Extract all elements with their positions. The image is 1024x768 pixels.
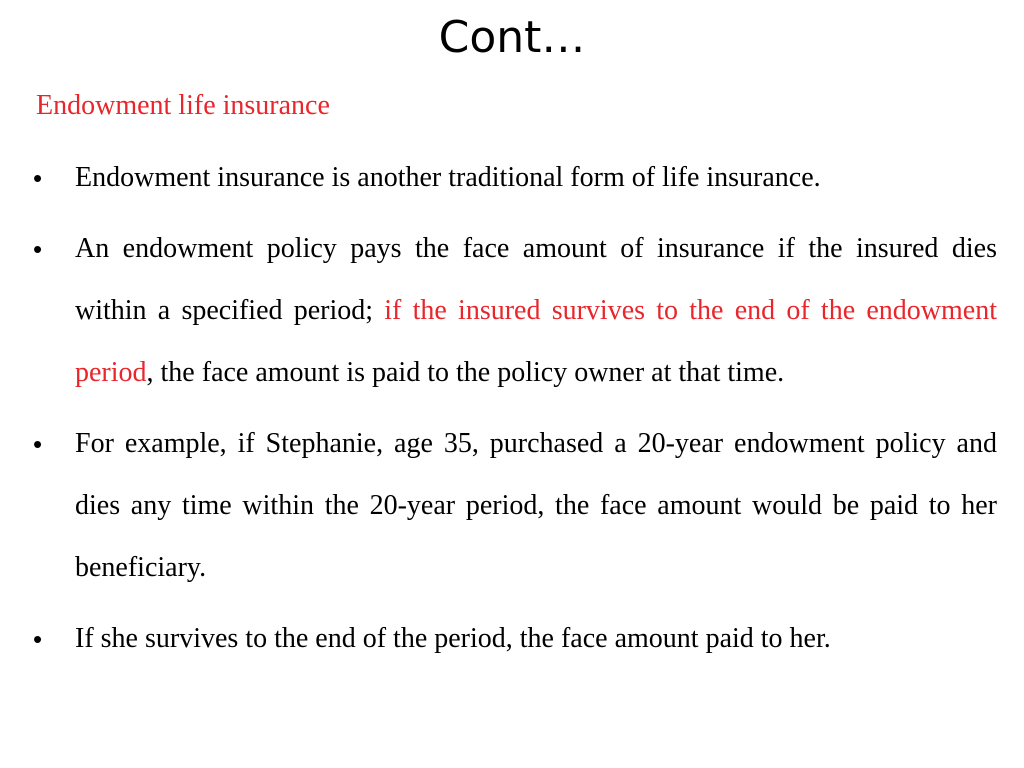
- bullet-list: [0, 147, 1024, 679]
- bullet-text: An endowment policy pays the face amount of insurance if the insured dies within a specified period;: [75, 233, 997, 326]
- bullet-dot-icon: •: [33, 429, 43, 459]
- bullet-item-1: [33, 147, 997, 209]
- bullet-dot-icon: •: [33, 234, 43, 264]
- highlighted-text: if the insured survives to the end of the endowment period: [75, 295, 997, 388]
- section-subheading: Endowment life insurance: [36, 90, 330, 121]
- bullet-item-3: [33, 413, 997, 599]
- bullet-item-4: [33, 608, 997, 670]
- slide-title: Cont…: [438, 12, 586, 63]
- bullet-text: , the face amount is paid to the policy owner at that time.: [146, 357, 785, 388]
- bullet-dot-icon: •: [33, 624, 43, 654]
- bullet-text: For example, if Stephanie, age 35, purchased a 20-year endowment policy and dies any time within the 20-year period, the face amount would be paid to her beneficiary.: [75, 428, 997, 583]
- bullet-item-2: [33, 218, 997, 404]
- bullet-text: Endowment insurance is another traditional form of life insurance.: [75, 162, 821, 193]
- bullet-dot-icon: •: [33, 163, 43, 193]
- bullet-text: If she survives to the end of the period, the face amount paid to her.: [75, 623, 831, 654]
